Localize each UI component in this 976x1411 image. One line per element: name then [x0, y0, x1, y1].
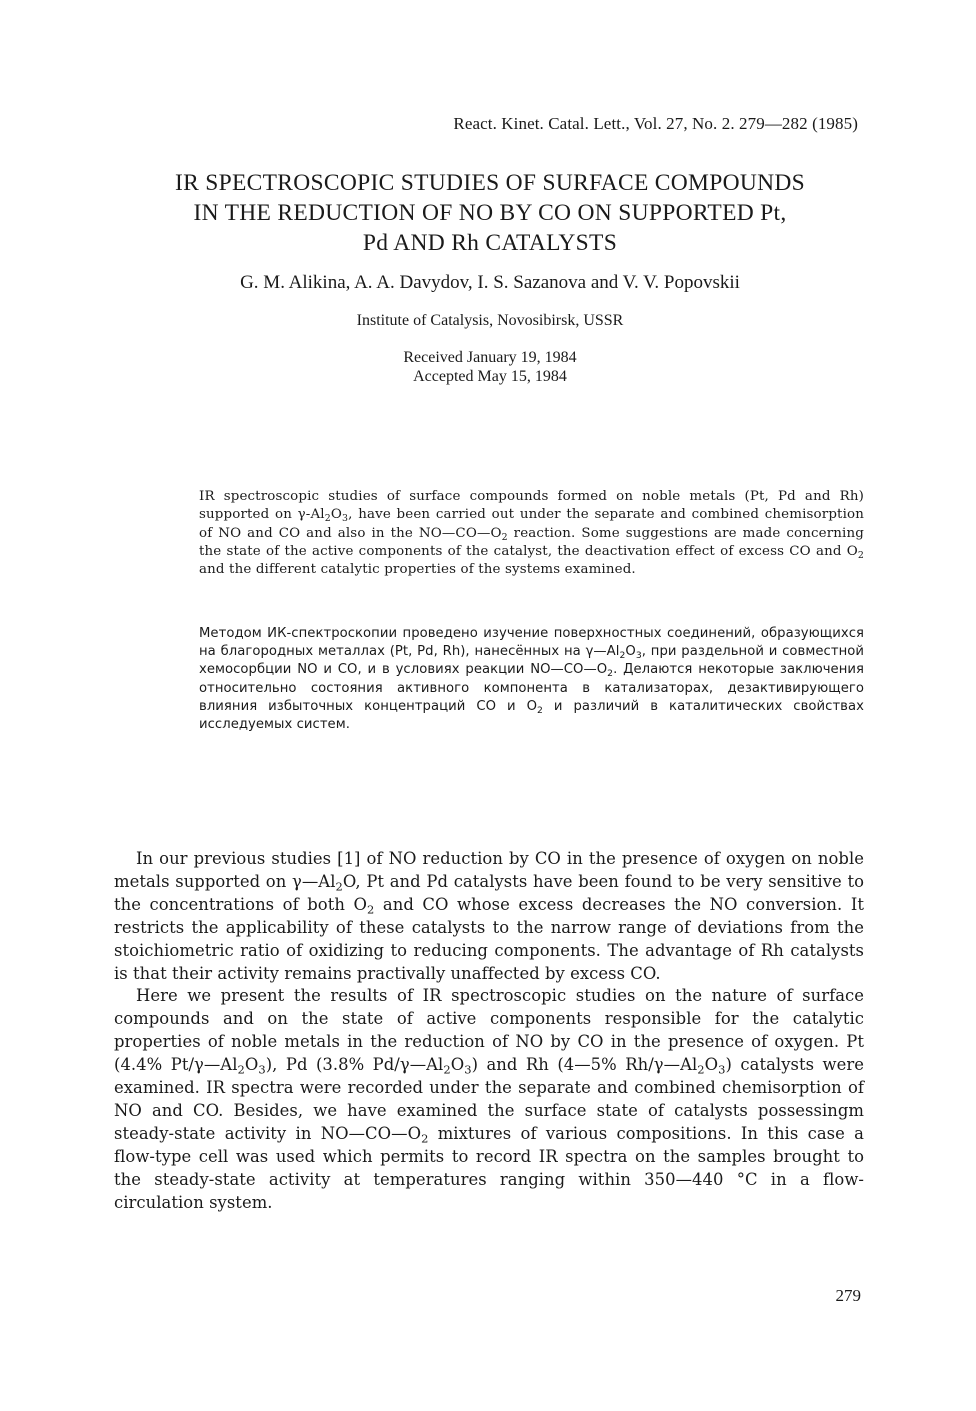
title-line: IR SPECTROSCOPIC STUDIES OF SURFACE COMPOUNDS	[174, 170, 806, 196]
title-line: Pd AND Rh CATALYSTS	[362, 230, 618, 256]
received-date: Received January 19, 1984	[403, 349, 577, 366]
title-line: IN THE REDUCTION OF NO BY CO ON SUPPORTED Pt,	[193, 200, 787, 226]
dates	[60, 348, 920, 386]
paragraph: In our previous studies [1] of NO reduction by CO in the presence of oxygen on noble metals supported on $\gamma—Al_2O$, Pt and Pd catalysts have been found to be very sensitive to the concentrations of both $O_2$ and CO whose excess decreases the NO conversion. It restricts the applicability of these catalysts to the narrow range of deviations from the stoichiometric ratio of oxidizing to reducing components. The advantage of Rh catalysts is that their activity remains practivally unaffected by excess CO.	[114, 849, 864, 983]
journal-citation: React. Kinet. Catal. Lett., Vol. 27, No. 2. 279—282 (1985)	[453, 114, 858, 133]
authors: G. M. Alikina, A. A. Davydov, I. S. Sazanova and V. V. Popovskii	[240, 272, 740, 293]
body-text	[114, 848, 864, 1215]
abstract-english: IR spectroscopic studies of surface compounds formed on noble metals (Pt, Pd and Rh) supported on $\gamma-Al_2O_3$, have been carried out under the separate and combined chemisorption of NO and CO and also in the $NO—CO—O_2$ reaction. Some suggestions are made concerning the state of the active components of the catalyst, the deactivation effect of excess CO and $O_2$ and the different catalytic properties of the systems examined.	[199, 489, 864, 578]
article-title	[60, 168, 920, 258]
abstract-russian: Методом ИК-спектроскопии проведено изучение поверхностных соединений, образующихся на благородных металлах (Pt, Pd, Rh), нанесённых на $\gamma—Al_2O_3$, при раздельной и совместной хемосорбции NO и CO, и в условиях реакции $NO—CO—O_2$. Делаются некоторые заключения относительно состояния активного компонента в катализаторах, дезактивирующего влияния избыточных концентраций CO и $O_2$ и различий в каталитических свойствах исследуемых систем.	[199, 626, 864, 733]
page-number: 279	[835, 1286, 861, 1305]
affiliation: Institute of Catalysis, Novosibirsk, USSR	[356, 312, 624, 329]
paragraph: Here we present the results of IR spectroscopic studies on the nature of surface compounds and on the state of active components responsible for the catalytic properties of noble metals in the reduction of NO by CO in the presence of oxygen. Pt (4.4% $Pt/\gamma—Al_2O_3$), Pd (3.8% $Pd/\gamma—Al_2O_3$) and Rh (4—5% $Rh/\gamma—Al_2O_3$) catalysts were examined. IR spectra were recorded under the separate and combined chemisorption of NO and CO. Besides, we have examined the surface state of catalysts possessingm steady-state activity in $NO—CO—O_2$ mixtures of various compositions. In this case a flow-type cell was used which permits to record IR spectra on the samples brought to the steady-state activity at temperatures ranging within 350—440 °C in a flow-circulation system.	[114, 986, 864, 1212]
accepted-date: Accepted May 15, 1984	[413, 368, 567, 385]
